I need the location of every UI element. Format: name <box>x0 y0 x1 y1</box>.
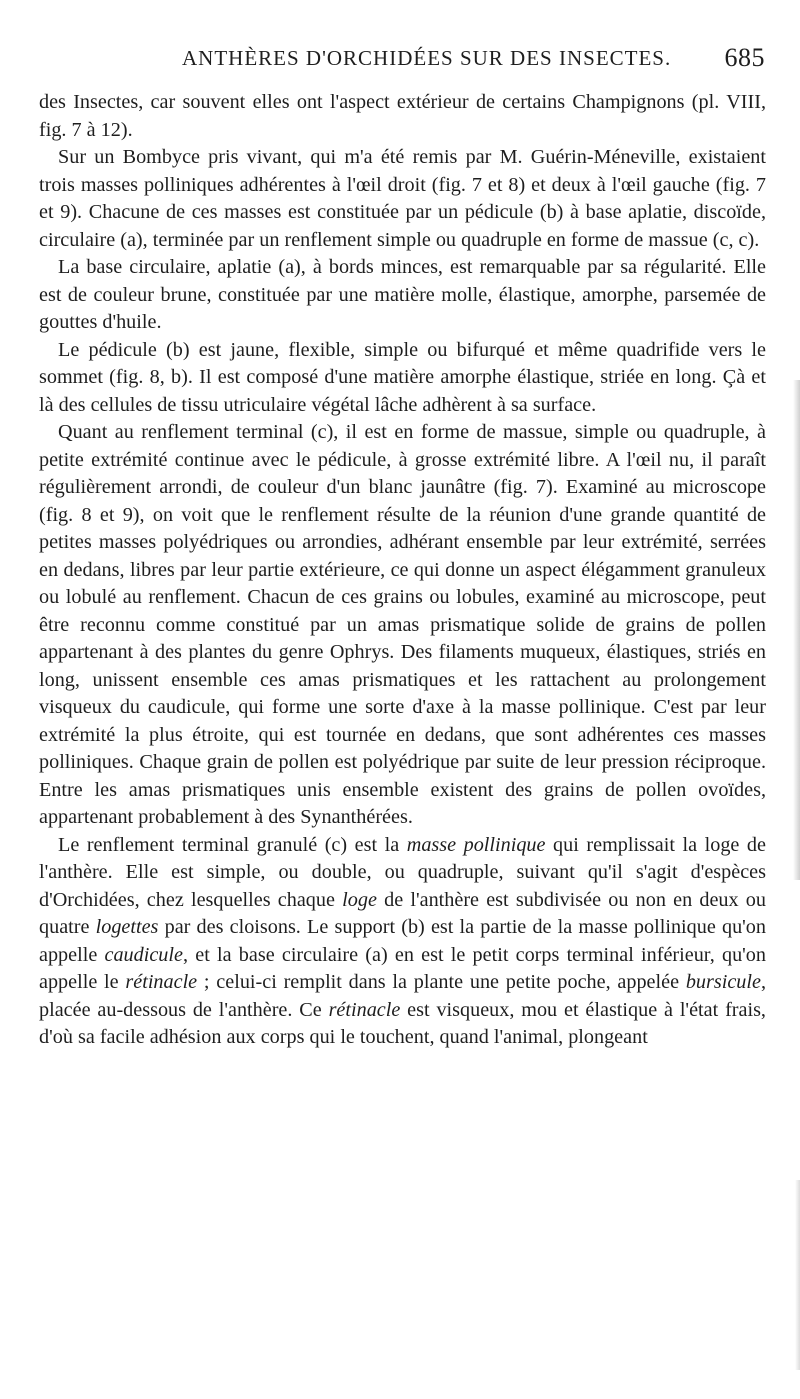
page-edge-shadow <box>793 380 800 880</box>
text-segment: est visqueux, mou et élastique à l'état frais, d'où sa facile adhésion aux corps qui le touchent, quand l'animal, plongeant <box>39 998 766 1048</box>
italic-term: caudicule <box>104 943 183 966</box>
page-edge-shadow-lower <box>795 1180 800 1370</box>
text-segment: Le renflement terminal granulé (c) est la <box>58 833 407 856</box>
text-segment: par des cloisons. Le support (b) est la partie de la masse pollinique qu'on appelle <box>39 916 766 966</box>
italic-term: rétinacle <box>328 998 401 1021</box>
text-segment: , placée au-dessous de l'anthère. Ce <box>39 971 766 1021</box>
paragraph-masse-pollinique <box>39 832 766 1052</box>
italic-term: rétinacle <box>125 971 198 993</box>
italic-term: logettes <box>95 916 159 938</box>
body-text <box>39 89 766 1052</box>
page-number: 685 <box>724 43 765 72</box>
text-segment: qui remplissait la loge de l'anthère. Elle est simple, ou double, ou quadruple, suivant qu'il s'agit d'espèces d'Orchidées, chez lesquelles chaque <box>39 833 766 911</box>
paragraph-pedicule: Le pédicule (b) est jaune, flexible, simple ou bifurqué et même quadrifide vers le sommet (fig. 8, b). Il est composé d'une matière amorphe élastique, striée en long. Çà et là des cellules de tissu utriculaire végétal lâche adhèrent à sa surface. <box>39 338 766 416</box>
italic-term: masse pollinique <box>406 833 546 856</box>
italic-term: loge <box>342 888 377 911</box>
running-title: ANTHÈRES D'ORCHIDÉES SUR DES INSECTES. <box>182 46 672 70</box>
italic-term: bursicule <box>685 971 761 993</box>
text-segment: de l'anthère est subdivisée ou non en deux ou quatre <box>39 888 766 938</box>
paragraph-bombyce: Sur un Bombyce pris vivant, qui m'a été remis par M. Guérin-Méneville, existaient trois masses polliniques adhérentes à l'œil droit (fig. 7 et 8) et deux à l'œil gauche (fig. 7 et 9). Chacune de ces masses est constituée par un pédicule (b) à base aplatie, discoïde, circulaire (a), terminée par un renflement simple ou quadruple en forme de massue (c, c). <box>39 146 766 251</box>
paragraph-base-circulaire: La base circulaire, aplatie (a), à bords minces, est remarquable par sa régularité. Elle est de couleur brune, constituée par une matière molle, élastique, amorphe, parsemée de gouttes d'huile. <box>39 256 766 333</box>
text-segment: , et la base circulaire (a) en est le petit corps terminal inférieur, qu'on appelle le <box>39 943 766 993</box>
running-head <box>40 36 765 76</box>
text-segment: ; celui-ci remplit dans la plante une petite poche, appelée <box>197 971 686 993</box>
paragraph-continuation: des Insectes, car souvent elles ont l'aspect extérieur de certains Champignons (pl. VIII, fig. 7 à 12). <box>39 91 766 141</box>
paragraph-renflement: Quant au renflement terminal (c), il est en forme de massue, simple ou quadruple, à petite extrémité continue avec le pédicule, à grosse extrémité libre. A l'œil nu, il paraît régulièrement arrondi, de couleur d'un blanc jaunâtre (fig. 7). Examiné au microscope (fig. 8 et 9), on voit que le renflement résulte de la réunion d'une grande quantité de petites masses polyédriques ou arrondies, adhérant ensemble par leur extrémité, serrées en dedans, libres par leur partie extérieure, ce qui donne un aspect élégamment granuleux ou lobulé au renflement. Chacun de ces grains ou lobules, examiné au microscope, peut être reconnu comme constitué par un amas prismatique solide de grains de pollen appartenant à des plantes du genre Ophrys. Des filaments muqueux, élastiques, striés en long, unissent ensemble ces amas prismatiques et les rattachent au prolongement visqueux du caudicule, qui forme une sorte d'axe à la masse pollinique. C'est par leur extrémité la plus étroite, qui est tournée en dedans, que sont adhérentes ces masses polliniques. Chaque grain de pollen est polyédrique par suite de leur pression réciproque. Entre les amas prismatiques unis ensemble existent des grains de pollen ovoïdes, appartenant probablement à des Synanthérées. <box>39 421 766 828</box>
